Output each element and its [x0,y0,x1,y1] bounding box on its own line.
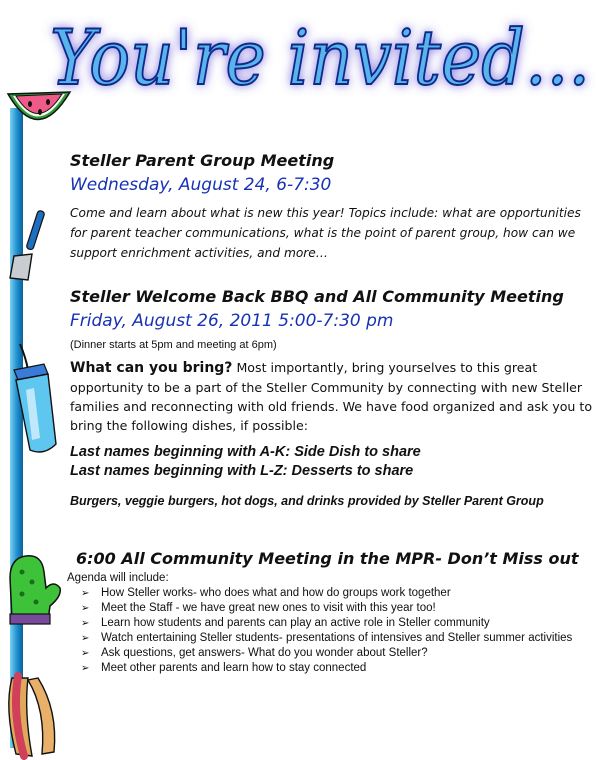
agenda-item: ➢ Meet other parents and learn how to stay connected [81,662,367,674]
community-meeting-heading: 6:00 All Community Meeting in the MPR- Don’t Miss out [76,549,579,568]
agenda-list [67,586,587,676]
hot-dog-icon [2,668,62,760]
bring-label: What can you bring? [70,360,233,376]
arrow-bullet-icon: ➢ [81,633,90,644]
bring-text: Most importantly, bring yourselves to this great opportunity to be a part of the Steller Community by connecting with new Steller families and reconnecting with old friends. We have food organized and ask you to bring the following dishes, if possible: [70,360,593,433]
provided-food: Burgers, veggie burgers, hot dogs, and drinks provided by Steller Parent Group [70,494,544,508]
meeting2-heading: Steller Welcome Back BBQ and All Community Meeting [70,287,564,306]
agenda-intro: Agenda will include: [67,572,169,584]
arrow-bullet-icon: ➢ [81,603,90,614]
garden-trowel-icon [6,206,54,286]
meeting1-description: Come and learn about what is new this year! Topics include: what are opportunities for parent teacher communications, what is the point of parent group, how can we support enrichment activities, and more… [70,206,581,260]
arrow-bullet-icon: ➢ [81,618,90,629]
dish-l-z: Last names beginning with L-Z: Desserts to share [70,463,414,479]
arrow-bullet-icon: ➢ [81,588,90,599]
agenda-item: ➢ Learn how students and parents can play an active role in Steller community [81,617,490,629]
agenda-item: ➢ Ask questions, get answers- What do you wonder about Steller? [81,647,428,659]
dish-a-k: Last names beginning with A-K: Side Dish to share [70,444,421,460]
invitation-title [40,2,600,112]
arrow-bullet-icon: ➢ [81,663,90,674]
title-text: You're invited... [50,13,590,102]
meeting1-heading: Steller Parent Group Meeting [70,151,335,170]
oven-mitt-icon [2,548,64,628]
agenda-item: ➢ Watch entertaining Steller students- presentations of intensives and Steller summer activities [81,632,573,644]
meeting2-date: Friday, August 26, 2011 5:00-7:30 pm [70,311,394,331]
water-bottle-icon [4,340,60,458]
agenda [67,571,587,676]
meeting2-note: (Dinner starts at 5pm and meeting at 6pm) [70,339,277,351]
what-to-bring [70,358,600,435]
agenda-item: ➢ Meet the Staff - we have great new ones to visit with this year too! [81,602,436,614]
meeting1-date: Wednesday, August 24, 6-7:30 [70,175,332,195]
arrow-bullet-icon: ➢ [81,648,90,659]
agenda-item: ➢ How Steller works- who does what and how do groups work together [81,587,451,599]
